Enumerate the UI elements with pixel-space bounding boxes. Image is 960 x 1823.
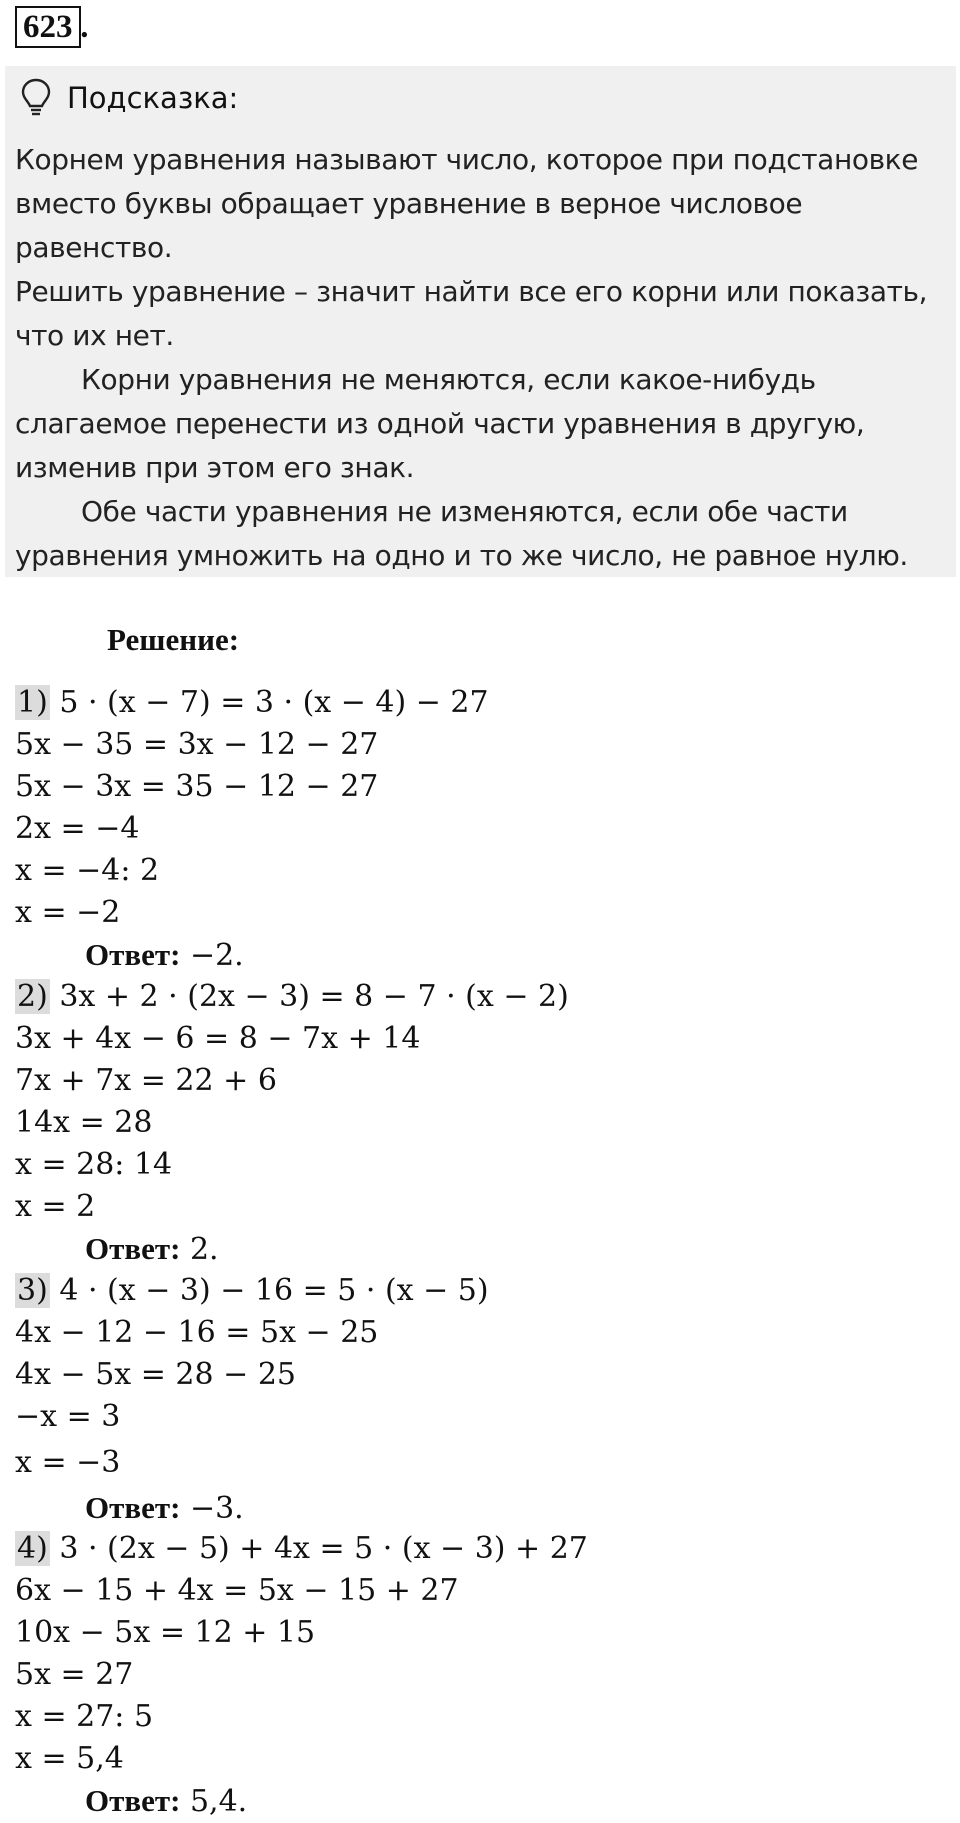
- equation-text: 3x + 2 · (2x − 3) = 8 − 7 · (x − 2): [59, 979, 569, 1014]
- solution-title: Решение:: [107, 622, 240, 657]
- answer-value: 2.: [189, 1232, 219, 1267]
- hint-paragraph: Корни уравнения не меняются, если какое-нибудь слагаемое перенести из одной части уравнения в другую, изменив при этом его знак.: [15, 363, 865, 484]
- solution-step: 5x − 3x = 35 − 12 − 27: [15, 769, 379, 804]
- solution-step: 10x − 5x = 12 + 15: [15, 1615, 316, 1650]
- solution-step: 2x = −4: [15, 811, 140, 846]
- task-equation: [15, 1528, 588, 1570]
- task-equation: [15, 682, 489, 724]
- solution-step: x = −3: [15, 1445, 121, 1480]
- hint-header: [21, 76, 238, 120]
- task-equation: [15, 976, 569, 1018]
- answer-line: [85, 1228, 219, 1270]
- solution-step: −x = 3: [15, 1399, 121, 1434]
- hint-paragraph: Корнем уравнения называют число, которое при подстановке вместо буквы обращает уравнение в верное числовое равенство.: [15, 143, 919, 264]
- solution-step: 14x = 28: [15, 1105, 153, 1140]
- answer-label: Ответ:: [85, 1783, 181, 1818]
- solution-step: 7x + 7x = 22 + 6: [15, 1063, 277, 1098]
- task-number: 1): [17, 685, 48, 720]
- equation-text: 4 · (x − 3) − 16 = 5 · (x − 5): [59, 1273, 489, 1308]
- solution-step: 4x − 5x = 28 − 25: [15, 1357, 296, 1392]
- solution-step: x = 28: 14: [15, 1147, 173, 1182]
- solution-step: x = −4: 2: [15, 853, 160, 888]
- answer-value: 5,4.: [189, 1784, 248, 1819]
- hint-text: [15, 138, 955, 578]
- answer-value: −2.: [189, 938, 244, 973]
- answer-line: [85, 934, 244, 976]
- answer-line: [85, 1487, 244, 1529]
- answer-label: Ответ:: [85, 1490, 181, 1525]
- solution-step: 5x = 27: [15, 1657, 134, 1692]
- lightbulb-icon: [21, 78, 51, 118]
- solution-step: 3x + 4x − 6 = 8 − 7x + 14: [15, 1021, 421, 1056]
- hint-box: [5, 66, 956, 577]
- answer-value: −3.: [189, 1491, 244, 1526]
- answer-label: Ответ:: [85, 1231, 181, 1266]
- hint-paragraph: Решить уравнение – значит найти все его корни или показать, что их нет.: [15, 275, 928, 352]
- hint-paragraph: Обе части уравнения не изменяются, если обе части уравнения умножить на одно и то же число, не равное нулю.: [15, 495, 908, 572]
- answer-label: Ответ:: [85, 937, 181, 972]
- task-number: 4): [17, 1531, 48, 1566]
- solution-step: 5x − 35 = 3x − 12 − 27: [15, 727, 379, 762]
- hint-title: Подсказка:: [67, 81, 239, 115]
- task-equation: [15, 1270, 489, 1312]
- equation-text: 5 · (x − 7) = 3 · (x − 4) − 27: [59, 685, 489, 720]
- exercise-number: 623 .: [15, 6, 81, 48]
- answer-line: [85, 1780, 247, 1822]
- task-number: 2): [17, 979, 48, 1014]
- task-number: 3): [17, 1273, 48, 1308]
- solution-step: x = 2: [15, 1189, 96, 1224]
- equation-text: 3 · (2x − 5) + 4x = 5 · (x − 3) + 27: [59, 1531, 588, 1566]
- solution-step: 4x − 12 − 16 = 5x − 25: [15, 1315, 379, 1350]
- solution-step: x = 27: 5: [15, 1699, 154, 1734]
- solution-step: 6x − 15 + 4x = 5x − 15 + 27: [15, 1573, 459, 1608]
- solution-step: x = 5,4: [15, 1741, 124, 1776]
- solution-step: x = −2: [15, 895, 121, 930]
